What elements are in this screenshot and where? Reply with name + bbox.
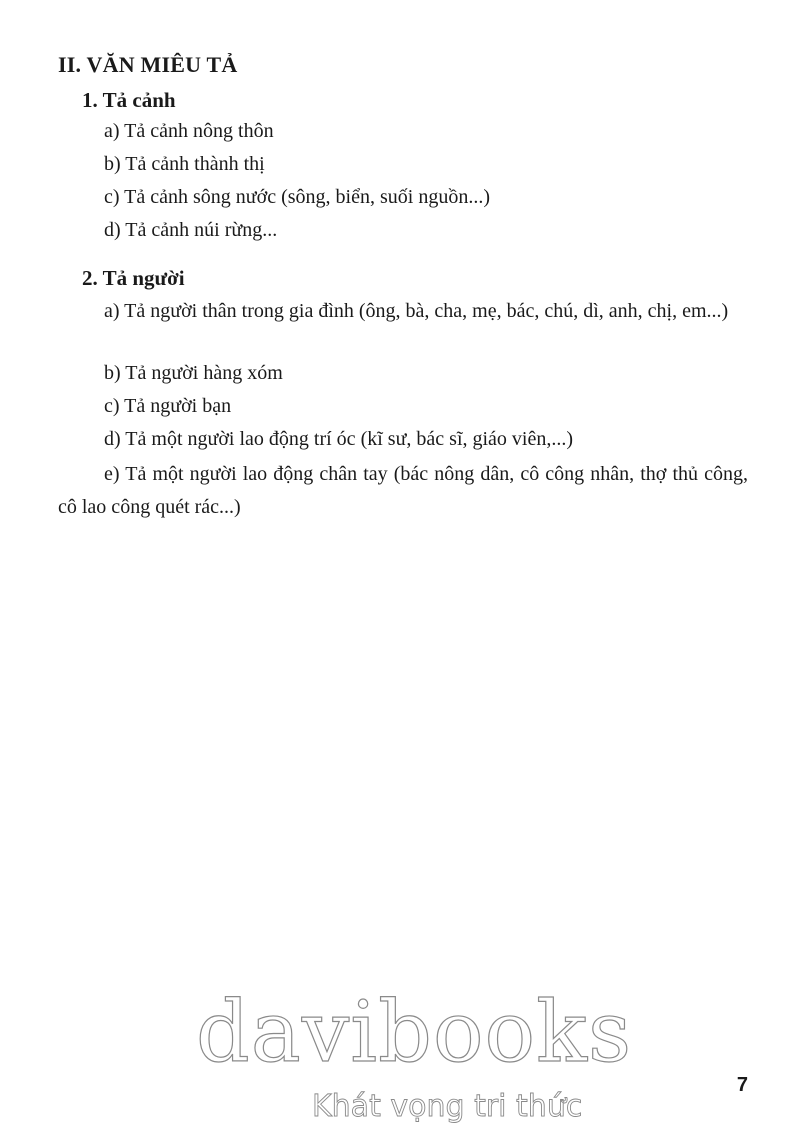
subsection-title-people: 2. Tả người [82,266,185,290]
list-item: c) Tả người bạn [104,395,232,417]
page-number: 7 [736,1074,748,1096]
list-item: a) Tả người thân trong gia đình (ông, bà, cha, mẹ, bác, chú, dì, anh, chị, em...) [104,300,729,322]
list-item: c) Tả cảnh sông nước (sông, biển, suối nguồn...) [104,186,490,208]
subsection-title-landscape: 1. Tả cảnh [82,88,176,112]
list-item: a) Tả cảnh nông thôn [104,120,274,142]
list-item: b) Tả người hàng xóm [104,362,283,384]
list-item: d) Tả một người lao động trí óc (kĩ sư, bác sĩ, giáo viên,...) [104,428,574,450]
list-item: b) Tả cảnh thành thị [104,153,265,175]
list-item: e) Tả một người lao động chân tay (bác nông dân, cô công nhân, thợ thủ công, cô lao công quét rác...) [58,463,748,518]
watermark-tagline: Khát vọng tri thức [312,1089,583,1124]
list-item: d) Tả cảnh núi rừng... [104,219,278,241]
watermark-logo: davibooks [196,983,633,1081]
section-title: II. VĂN MIÊU TẢ [58,52,238,77]
